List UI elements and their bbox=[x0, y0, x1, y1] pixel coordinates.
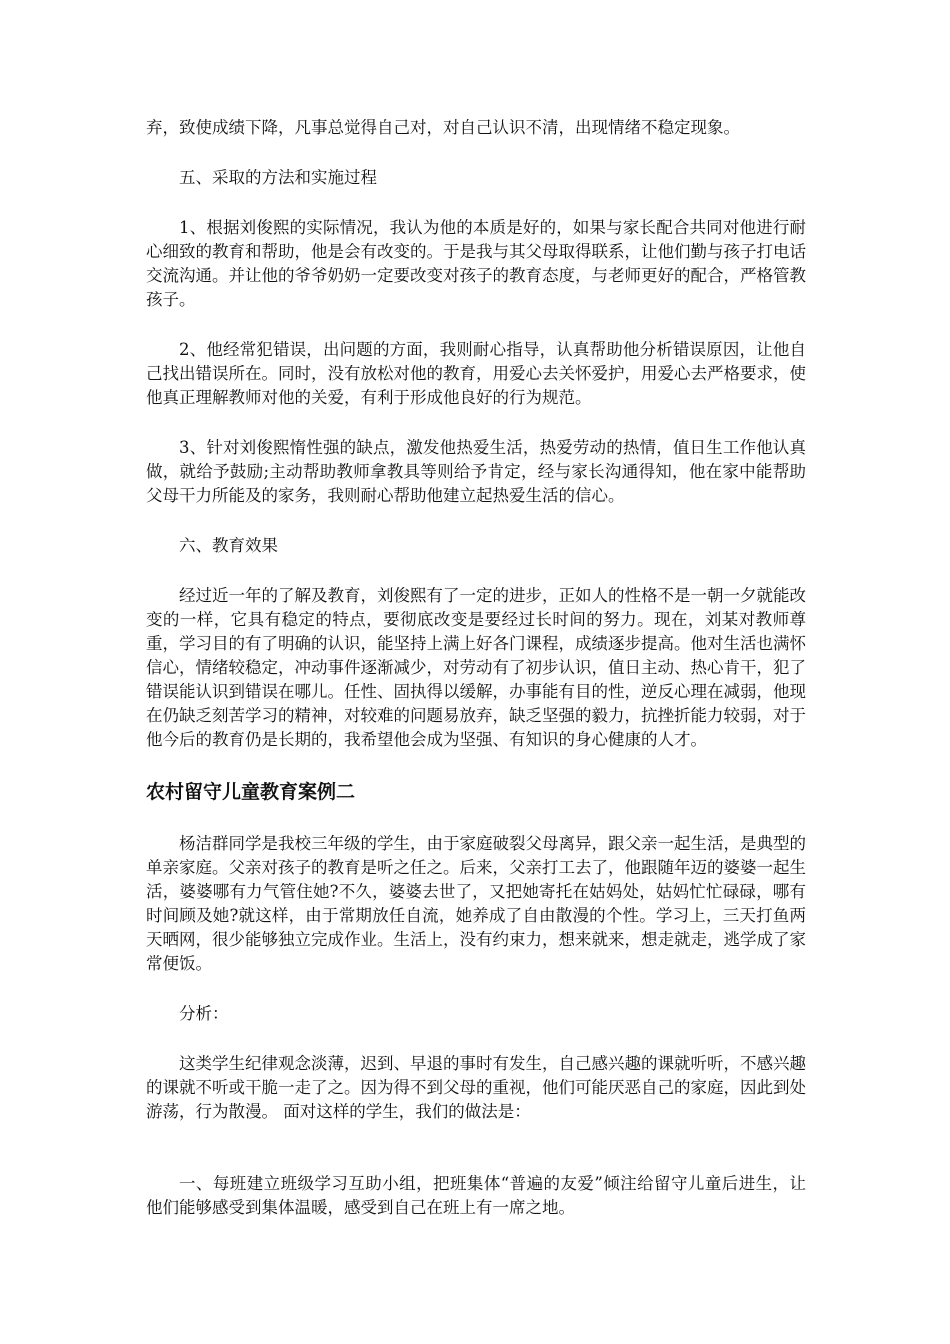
subheading-analysis: 分析： bbox=[179, 1004, 229, 1023]
paragraph-measure-1: 一、每班建立班级学习互助小组，把班集体“普遍的友爱”倾注给留守儿童后进生，让他们能够感受到集体温暖，感受到自己在班上有一席之地。 bbox=[146, 1174, 806, 1217]
paragraph-method-3: 3、针对刘俊熙惰性强的缺点，激发他热爱生活，热爱劳动的热情，值日生工作他认真做，就给予鼓励;主动帮助教师拿教具等则给予肯定，经与家长沟通得知，他在家中能帮助父母干力所能及的家务，我则耐心帮助他建立起热爱生活的信心。 bbox=[146, 438, 806, 505]
document-page bbox=[146, 116, 806, 1220]
paragraph-method-1: 1、根据刘俊熙的实际情况，我认为他的本质是好的，如果与家长配合共同对他进行耐心细致的教育和帮助，他是会有改变的。于是我与其父母取得联系，让他们勤与孩子打电话交流沟通。并让他的爷爷奶奶一定要改变对孩子的教育态度，与老师更好的配合，严格管教孩子。 bbox=[146, 218, 806, 309]
paragraph-analysis: 这类学生纪律观念淡薄，迟到、早退的事时有发生，自己感兴趣的课就听听，不感兴趣的课就不听或干脆一走了之。因为得不到父母的重视，他们可能厌恶自己的家庭，因此到处游荡，行为散漫。 面对这样的学生，我们的做法是： bbox=[146, 1054, 806, 1121]
paragraph-continuation: 弃，致使成绩下降，凡事总觉得自己对，对自己认识不清，出现情绪不稳定现象。 bbox=[146, 118, 740, 137]
section-heading: 农村留守儿童教育案例二 bbox=[146, 781, 356, 803]
paragraph-effects: 经过近一年的了解及教育，刘俊熙有了一定的进步，正如人的性格不是一朝一夕就能改变的一样，它具有稳定的特点，要彻底改变是要经过长时间的努力。现在，刘某对教师尊重，学习目的有了明确的认识，能坚持上满上好各门课程，成绩逐步提高。他对生活也满怀信心，情绪较稳定，冲动事件逐渐减少，对劳动有了初步认识，值日主动、热心肯干，犯了错误能认识到错误在哪儿。任性、固执得以缓解，办事能有目的性，逆反心理在减弱，他现在仍缺乏刻苦学习的精神，对较难的问题易放弃，缺乏坚强的毅力，抗挫折能力较弱，对于他今后的教育仍是长期的，我希望他会成为坚强、有知识的身心健康的人才。 bbox=[146, 586, 806, 749]
paragraph-method-2: 2、他经常犯错误，出问题的方面，我则耐心指导，认真帮助他分析错误原因，让他自己找出错误所在。同时，没有放松对他的教育，用爱心去关怀爱护，用爱心去严格要求，使他真正理解教师对他的关爱，有利于形成他良好的行为规范。 bbox=[146, 340, 806, 407]
paragraph-case-intro: 杨洁群同学是我校三年级的学生，由于家庭破裂父母离异，跟父亲一起生活，是典型的单亲家庭。父亲对孩子的教育是听之任之。后来，父亲打工去了，他跟随年迈的婆婆一起生活，婆婆哪有力气管住她?不久，婆婆去世了，又把她寄托在姑妈处，姑妈忙忙碌碌，哪有时间顾及她?就这样，由于常期放任自流，她养成了自由散漫的个性。学习上，三天打鱼两天晒网，很少能够独立完成作业。生活上，没有约束力，想来就来，想走就走，逃学成了家常便饭。 bbox=[146, 834, 806, 973]
subheading-effects: 六、教育效果 bbox=[179, 536, 278, 555]
subheading-methods: 五、采取的方法和实施过程 bbox=[179, 168, 377, 187]
